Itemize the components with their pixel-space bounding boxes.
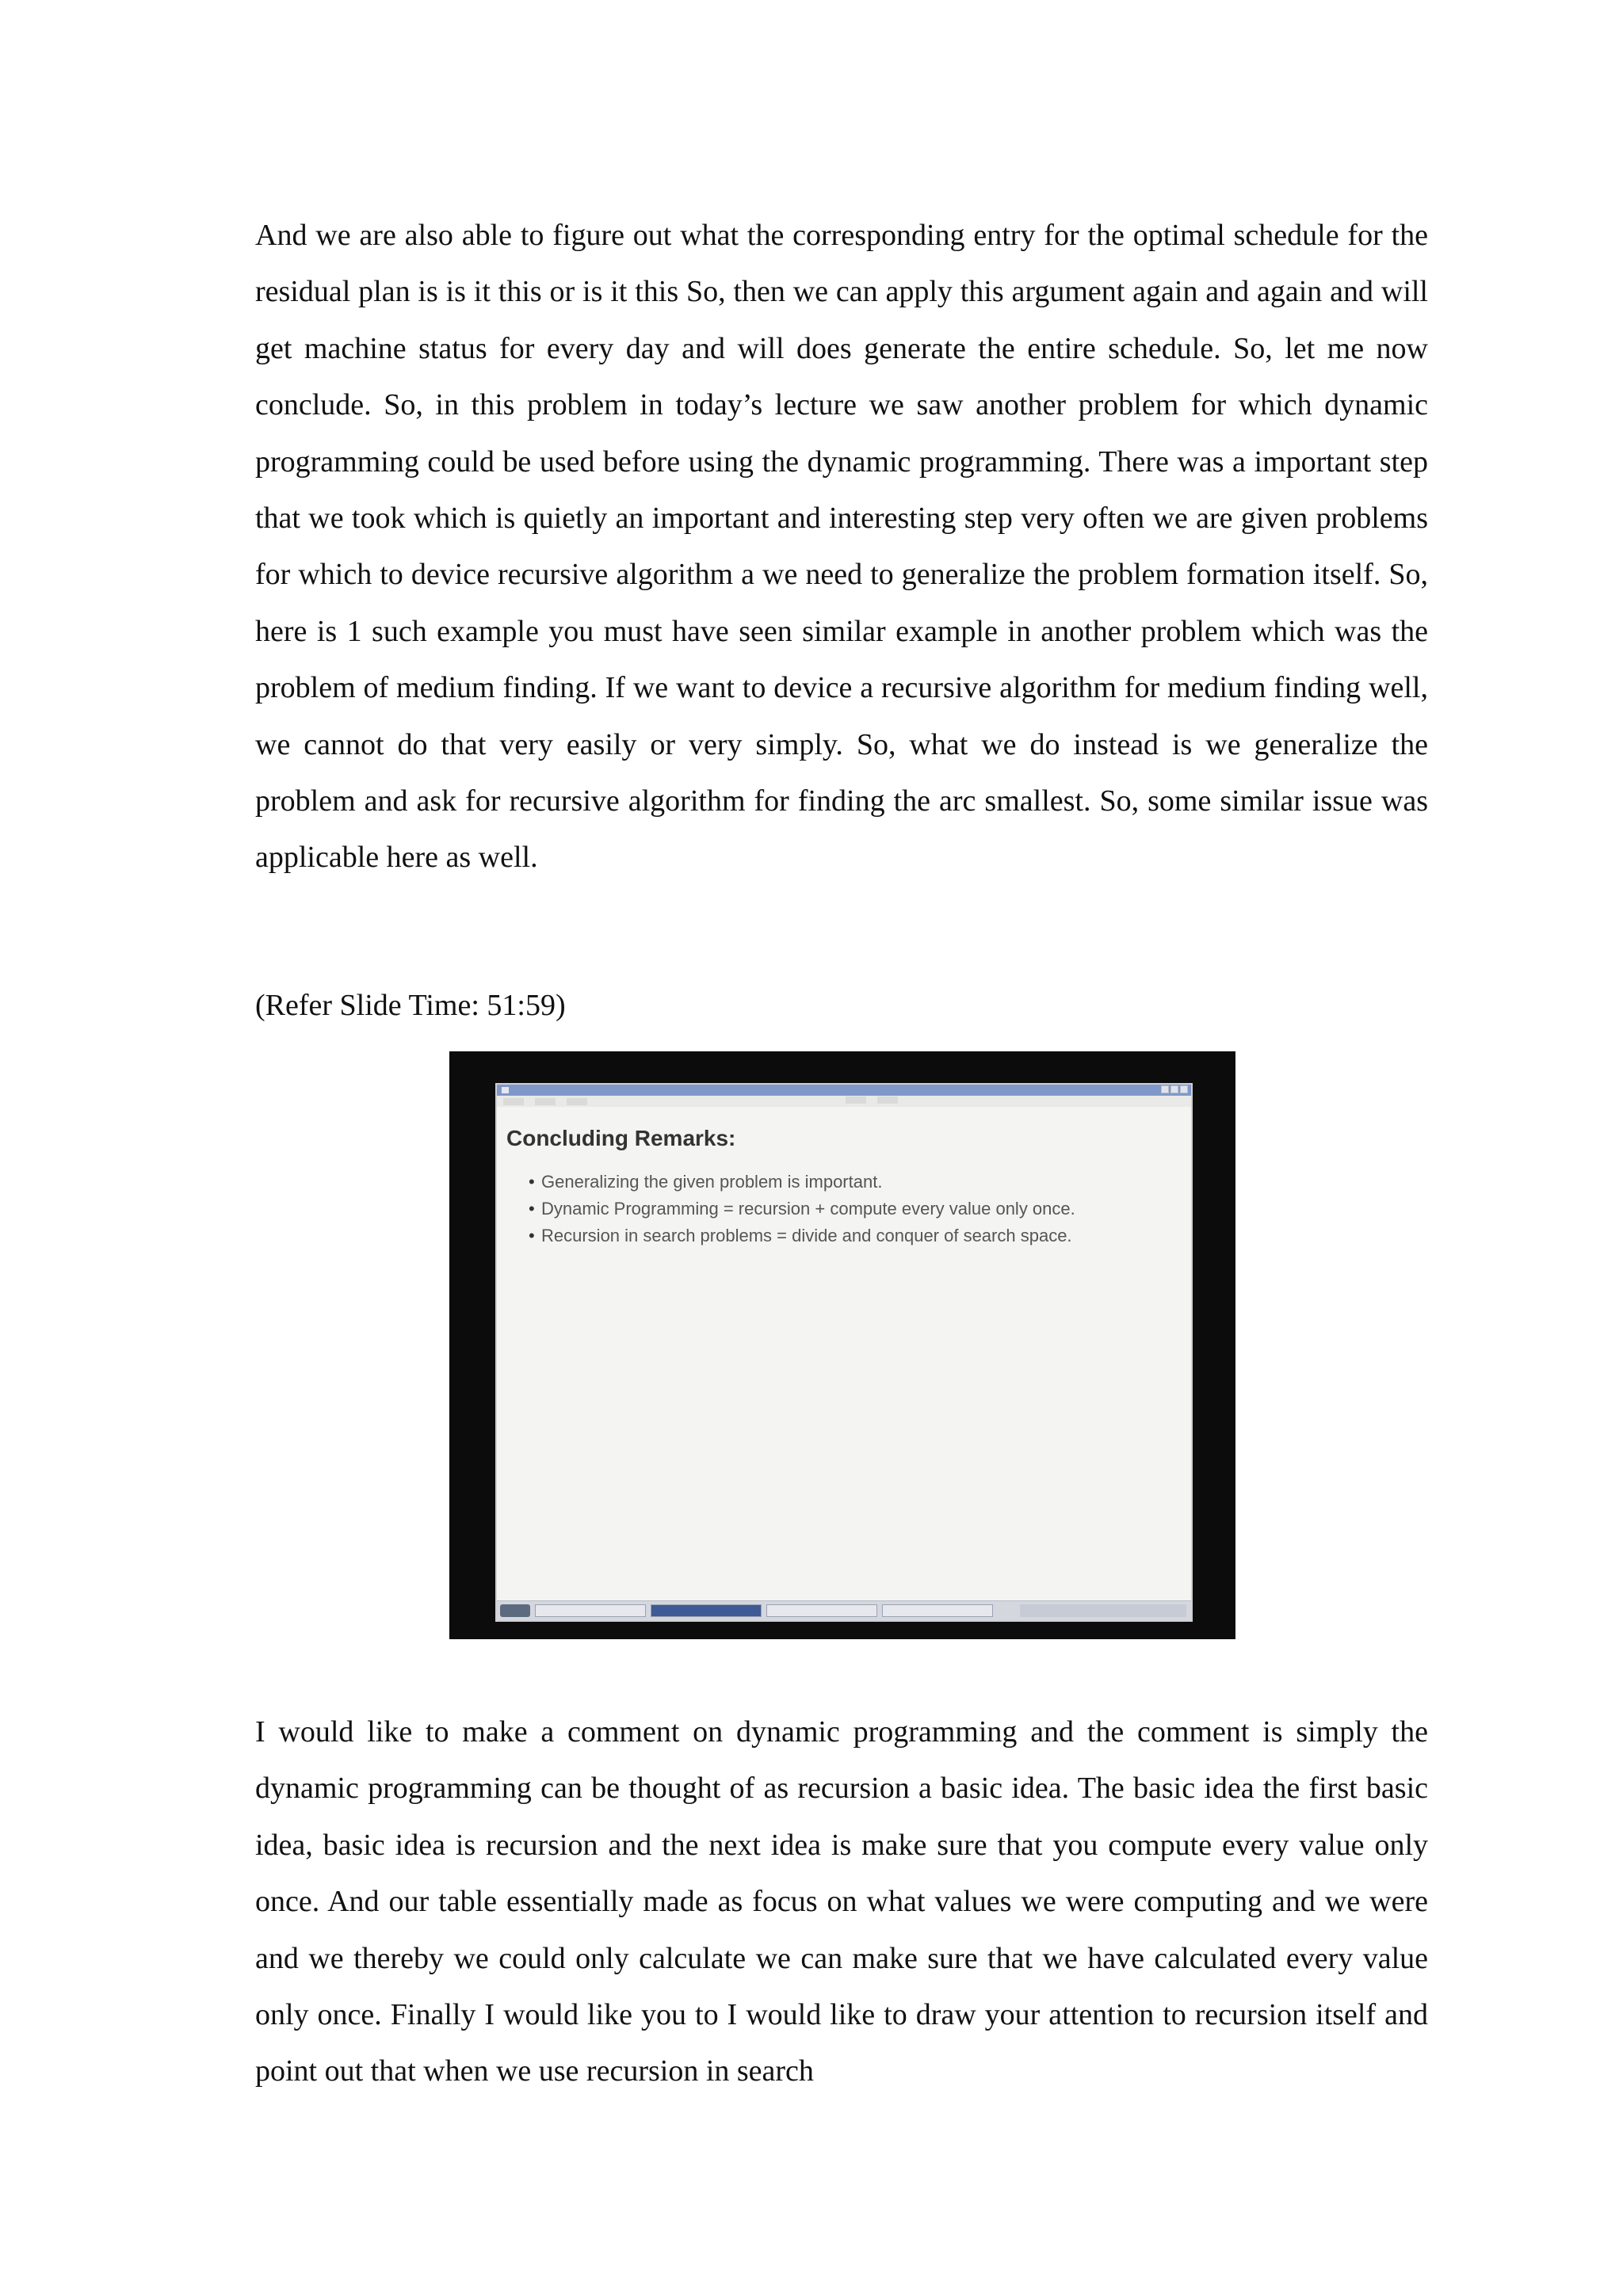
slide-reference: (Refer Slide Time: 51:59) [255, 989, 566, 1022]
taskbar-item [535, 1604, 646, 1617]
menubar-item [503, 1098, 524, 1105]
slide-bullet-text: Generalizing the given problem is important. [541, 1172, 883, 1192]
taskbar-item [651, 1604, 762, 1617]
maximize-icon [1170, 1085, 1178, 1093]
slide-heading: Concluding Remarks: [506, 1126, 736, 1150]
menubar-right [846, 1097, 898, 1104]
slide-bullet-text: Dynamic Programming = recursion + compute every value only once. [541, 1199, 1075, 1219]
window-menubar [497, 1096, 1191, 1107]
taskbar-item [882, 1604, 993, 1617]
start-button-icon [500, 1604, 530, 1617]
body-paragraph-2: I would like to make a comment on dynamic programming and the comment is simply the dynamic programming can be thought of as recursion a basic idea. The basic idea the first basic idea, basic idea is recursion and the next idea is make sure that you compute every value only once. And our table essentially made as focus on what values we were computing and we were and we thereby we could only calculate we can make sure that we have calculated every value only once. Finally I would like you to I would like to draw your attention to recursion itself and point out that when we use recursion in search [255, 1715, 1428, 2088]
slide-screenshot [449, 1051, 1235, 1639]
window-controls [1161, 1085, 1188, 1093]
body-paragraph-1: And we are also able to figure out what the corresponding entry for the optimal schedule for the residual plan is is it this or is it this So, then we can apply this argument again and again and will get machine status for every day and will does generate the entire schedule. So, let me now conclude. So, in this problem in today’s lecture we saw another problem for which dynamic programming could be used before using the dynamic programming. There was a important step that we took which is quietly an important and interesting step very often we are given problems for which to device recursive algorithm a we need to generalize the problem formation itself. So, here is 1 such example you must have seen similar example in another problem which was the problem of medium finding. If we want to device a recursive algorithm for medium finding well, we cannot do that very easily or very simply. So, what we do instead is we generalize the problem and ask for recursive algorithm for finding the arc smallest. So, some similar issue was applicable here as well. [255, 219, 1428, 875]
minimize-icon [1161, 1085, 1169, 1093]
slide-bullet [529, 1196, 1131, 1222]
window-titlebar [497, 1085, 1191, 1096]
bullet-dot-icon: • [529, 1226, 535, 1245]
menubar-item [535, 1098, 556, 1105]
taskbar [497, 1600, 1191, 1620]
taskbar-item [766, 1604, 877, 1617]
bullet-dot-icon: • [529, 1172, 535, 1192]
menubar-item [567, 1098, 587, 1105]
app-icon [502, 1087, 509, 1093]
close-icon [1180, 1085, 1188, 1093]
slide-bullet-list [529, 1169, 1131, 1249]
bullet-dot-icon: • [529, 1199, 535, 1219]
slide-bullet-text: Recursion in search problems = divide and conquer of search space. [541, 1226, 1072, 1245]
menubar-item [846, 1097, 866, 1104]
slide-window [495, 1083, 1193, 1622]
menubar-item [877, 1097, 898, 1104]
slide-bullet [529, 1169, 1131, 1196]
slide-bullet [529, 1222, 1131, 1249]
system-tray [1020, 1604, 1186, 1617]
